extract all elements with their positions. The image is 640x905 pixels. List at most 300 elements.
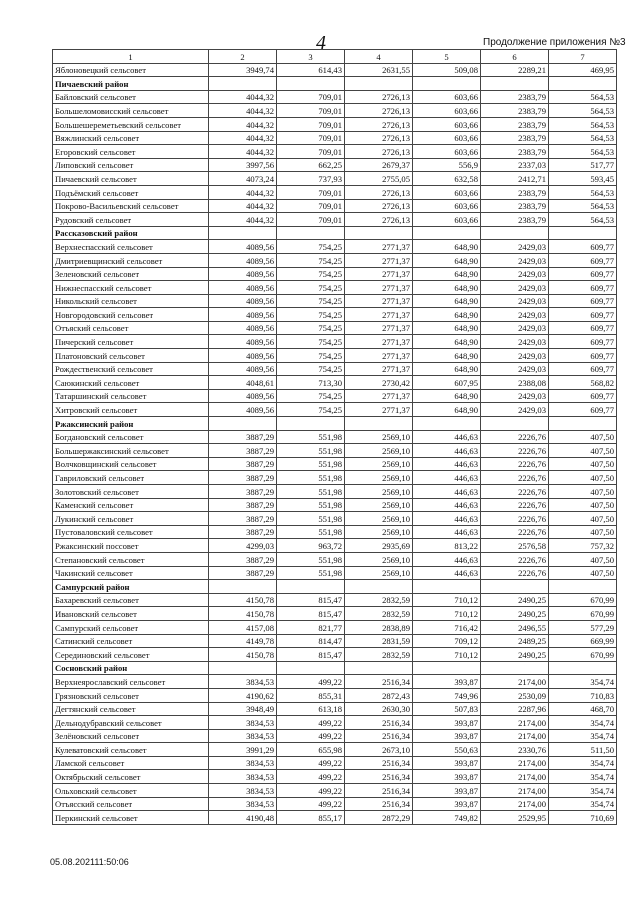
value-cell: 4089,56 [209, 389, 277, 403]
value-cell: 3834,53 [209, 716, 277, 730]
value-cell: 2226,76 [481, 485, 549, 499]
section-title: Сосновский район [53, 661, 209, 675]
value-cell: 2226,76 [481, 566, 549, 580]
municipality-name: Серединовский сельсовет [53, 648, 209, 662]
value-cell: 2429,03 [481, 294, 549, 308]
empty-cell [277, 77, 345, 91]
municipality-name: Ржаксинский поссовет [53, 539, 209, 553]
value-cell: 2630,30 [345, 702, 413, 716]
municipality-name: Гавриловский сельсовет [53, 471, 209, 485]
value-cell: 2569,10 [345, 498, 413, 512]
value-cell: 855,31 [277, 688, 345, 702]
table-row [53, 63, 617, 77]
value-cell: 609,77 [549, 308, 617, 322]
value-cell: 2755,05 [345, 172, 413, 186]
value-cell: 609,77 [549, 335, 617, 349]
value-cell: 469,95 [549, 63, 617, 77]
value-cell: 754,25 [277, 308, 345, 322]
table-row [53, 117, 617, 131]
value-cell: 603,66 [413, 90, 481, 104]
value-cell: 603,66 [413, 131, 481, 145]
empty-cell [345, 77, 413, 91]
municipality-name: Сампурский сельсовет [53, 620, 209, 634]
header-cell: 1 [53, 50, 209, 64]
value-cell: 821,77 [277, 620, 345, 634]
value-cell: 632,58 [413, 172, 481, 186]
section-title: Пичаевский район [53, 77, 209, 91]
table-row [53, 240, 617, 254]
table-row [53, 770, 617, 784]
municipality-name: Дельнодубравский сельсовет [53, 716, 209, 730]
value-cell: 603,66 [413, 199, 481, 213]
value-cell: 4089,56 [209, 362, 277, 376]
municipality-name: Октябрьский сельсовет [53, 770, 209, 784]
municipality-name: Пичаевский сельсовет [53, 172, 209, 186]
table-body [53, 50, 617, 825]
value-cell: 855,17 [277, 811, 345, 825]
value-cell: 749,96 [413, 688, 481, 702]
municipality-name: Ламской сельсовет [53, 756, 209, 770]
value-cell: 407,50 [549, 430, 617, 444]
value-cell: 2226,76 [481, 498, 549, 512]
value-cell: 564,53 [549, 199, 617, 213]
section-title: Ржаксинский район [53, 417, 209, 431]
municipality-name: Ивановский сельсовет [53, 607, 209, 621]
footer-timestamp: 05.08.202111:50:06 [50, 857, 129, 867]
value-cell: 2412,71 [481, 172, 549, 186]
value-cell: 648,90 [413, 253, 481, 267]
value-cell: 670,99 [549, 648, 617, 662]
municipality-name: Липовский сельсовет [53, 158, 209, 172]
value-cell: 3887,29 [209, 552, 277, 566]
value-cell: 2530,09 [481, 688, 549, 702]
value-cell: 2569,10 [345, 485, 413, 499]
empty-cell [345, 226, 413, 240]
value-cell: 2576,58 [481, 539, 549, 553]
section-row [53, 77, 617, 91]
value-cell: 709,01 [277, 213, 345, 227]
municipality-name: Чакинский сельсовет [53, 566, 209, 580]
value-cell: 2516,34 [345, 756, 413, 770]
value-cell: 648,90 [413, 321, 481, 335]
municipality-name: Богдановский сельсовет [53, 430, 209, 444]
value-cell: 749,82 [413, 811, 481, 825]
value-cell: 2516,34 [345, 675, 413, 689]
value-cell: 607,95 [413, 376, 481, 390]
value-cell: 754,25 [277, 362, 345, 376]
value-cell: 393,87 [413, 729, 481, 743]
value-cell: 670,99 [549, 593, 617, 607]
value-cell: 754,25 [277, 253, 345, 267]
value-cell: 2383,79 [481, 199, 549, 213]
value-cell: 446,63 [413, 430, 481, 444]
table-row [53, 267, 617, 281]
municipality-name: Степановский сельсовет [53, 552, 209, 566]
empty-cell [481, 417, 549, 431]
value-cell: 499,22 [277, 797, 345, 811]
empty-cell [277, 580, 345, 594]
table-row [53, 797, 617, 811]
value-cell: 4149,78 [209, 634, 277, 648]
value-cell: 2174,00 [481, 770, 549, 784]
value-cell: 603,66 [413, 104, 481, 118]
data-table [52, 49, 617, 825]
table-row [53, 607, 617, 621]
value-cell: 3834,53 [209, 729, 277, 743]
table-row [53, 471, 617, 485]
value-cell: 446,63 [413, 471, 481, 485]
value-cell: 709,01 [277, 131, 345, 145]
table-row [53, 131, 617, 145]
value-cell: 710,83 [549, 688, 617, 702]
value-cell: 648,90 [413, 349, 481, 363]
value-cell: 2174,00 [481, 784, 549, 798]
value-cell: 499,22 [277, 770, 345, 784]
value-cell: 2226,76 [481, 444, 549, 458]
empty-cell [209, 580, 277, 594]
value-cell: 551,98 [277, 430, 345, 444]
value-cell: 2771,37 [345, 321, 413, 335]
value-cell: 4150,78 [209, 607, 277, 621]
value-cell: 2429,03 [481, 240, 549, 254]
value-cell: 2771,37 [345, 281, 413, 295]
value-cell: 507,83 [413, 702, 481, 716]
value-cell: 551,98 [277, 552, 345, 566]
value-cell: 4089,56 [209, 281, 277, 295]
value-cell: 393,87 [413, 675, 481, 689]
value-cell: 4089,56 [209, 240, 277, 254]
value-cell: 407,50 [549, 471, 617, 485]
value-cell: 609,77 [549, 294, 617, 308]
value-cell: 2429,03 [481, 389, 549, 403]
value-cell: 614,43 [277, 63, 345, 77]
value-cell: 2832,59 [345, 593, 413, 607]
table-row [53, 675, 617, 689]
empty-cell [413, 661, 481, 675]
value-cell: 754,25 [277, 294, 345, 308]
municipality-name: Хитровский сельсовет [53, 403, 209, 417]
municipality-name: Кулеватовский сельсовет [53, 743, 209, 757]
continuation-label: Продолжение приложения №3 [483, 37, 626, 48]
value-cell: 2174,00 [481, 675, 549, 689]
value-cell: 2496,55 [481, 620, 549, 634]
table-row [53, 104, 617, 118]
municipality-name: Байловский сельсовет [53, 90, 209, 104]
value-cell: 2429,03 [481, 335, 549, 349]
value-cell: 709,12 [413, 634, 481, 648]
value-cell: 2330,76 [481, 743, 549, 757]
municipality-name: Большешереметьевский сельсовет [53, 117, 209, 131]
municipality-name: Егоровский сельсовет [53, 145, 209, 159]
value-cell: 609,77 [549, 349, 617, 363]
header-cell: 4 [345, 50, 413, 64]
value-cell: 754,25 [277, 403, 345, 417]
value-cell: 609,77 [549, 267, 617, 281]
empty-cell [345, 580, 413, 594]
section-title: Сампурский район [53, 580, 209, 594]
municipality-name: Отъяский сельсовет [53, 321, 209, 335]
value-cell: 757,32 [549, 539, 617, 553]
table-row [53, 389, 617, 403]
value-cell: 609,77 [549, 362, 617, 376]
value-cell: 4190,48 [209, 811, 277, 825]
value-cell: 2383,79 [481, 104, 549, 118]
value-cell: 354,74 [549, 675, 617, 689]
value-cell: 4089,56 [209, 403, 277, 417]
table-row [53, 498, 617, 512]
value-cell: 446,63 [413, 566, 481, 580]
value-cell: 3887,29 [209, 485, 277, 499]
value-cell: 3834,53 [209, 770, 277, 784]
municipality-name: Зелёновский сельсовет [53, 729, 209, 743]
value-cell: 662,25 [277, 158, 345, 172]
value-cell: 407,50 [549, 512, 617, 526]
municipality-name: Подъёмский сельсовет [53, 185, 209, 199]
value-cell: 4044,32 [209, 90, 277, 104]
value-cell: 2771,37 [345, 240, 413, 254]
value-cell: 603,66 [413, 145, 481, 159]
value-cell: 2287,96 [481, 702, 549, 716]
value-cell: 564,53 [549, 90, 617, 104]
value-cell: 2516,34 [345, 797, 413, 811]
municipality-name: Пустоваловский сельсовет [53, 525, 209, 539]
value-cell: 4150,78 [209, 593, 277, 607]
value-cell: 3991,29 [209, 743, 277, 757]
table-row [53, 525, 617, 539]
value-cell: 3948,49 [209, 702, 277, 716]
value-cell: 446,63 [413, 485, 481, 499]
value-cell: 4299,03 [209, 539, 277, 553]
value-cell: 551,98 [277, 485, 345, 499]
municipality-name: Нижнеспасский сельсовет [53, 281, 209, 295]
value-cell: 2673,10 [345, 743, 413, 757]
value-cell: 564,53 [549, 145, 617, 159]
table-row [53, 430, 617, 444]
value-cell: 754,25 [277, 335, 345, 349]
municipality-name: Новгородовский сельсовет [53, 308, 209, 322]
value-cell: 4044,32 [209, 185, 277, 199]
table-row [53, 743, 617, 757]
value-cell: 2726,13 [345, 117, 413, 131]
empty-cell [277, 226, 345, 240]
value-cell: 3834,53 [209, 784, 277, 798]
empty-cell [345, 417, 413, 431]
value-cell: 2489,25 [481, 634, 549, 648]
empty-cell [481, 580, 549, 594]
table-row [53, 648, 617, 662]
value-cell: 2631,55 [345, 63, 413, 77]
value-cell: 2569,10 [345, 525, 413, 539]
empty-cell [549, 417, 617, 431]
value-cell: 4089,56 [209, 267, 277, 281]
value-cell: 3887,29 [209, 498, 277, 512]
table-row [53, 362, 617, 376]
municipality-name: Грязновский сельсовет [53, 688, 209, 702]
value-cell: 2771,37 [345, 362, 413, 376]
value-cell: 710,12 [413, 607, 481, 621]
table-row [53, 199, 617, 213]
value-cell: 2771,37 [345, 253, 413, 267]
value-cell: 4089,56 [209, 321, 277, 335]
value-cell: 737,93 [277, 172, 345, 186]
value-cell: 2569,10 [345, 552, 413, 566]
value-cell: 4044,32 [209, 213, 277, 227]
value-cell: 2679,37 [345, 158, 413, 172]
value-cell: 2174,00 [481, 797, 549, 811]
table-row [53, 349, 617, 363]
municipality-name: Каменский сельсовет [53, 498, 209, 512]
municipality-name: Бахаревский сельсовет [53, 593, 209, 607]
value-cell: 670,99 [549, 607, 617, 621]
table-row [53, 253, 617, 267]
value-cell: 754,25 [277, 321, 345, 335]
value-cell: 815,47 [277, 593, 345, 607]
value-cell: 2516,34 [345, 784, 413, 798]
value-cell: 3834,53 [209, 675, 277, 689]
value-cell: 2569,10 [345, 512, 413, 526]
value-cell: 710,12 [413, 648, 481, 662]
value-cell: 2872,43 [345, 688, 413, 702]
value-cell: 446,63 [413, 525, 481, 539]
municipality-name: Никольский сельсовет [53, 294, 209, 308]
municipality-name: Платоновский сельсовет [53, 349, 209, 363]
table-row [53, 688, 617, 702]
table-row [53, 634, 617, 648]
value-cell: 2569,10 [345, 566, 413, 580]
value-cell: 2569,10 [345, 430, 413, 444]
value-cell: 4089,56 [209, 294, 277, 308]
value-cell: 2174,00 [481, 729, 549, 743]
value-cell: 815,47 [277, 607, 345, 621]
value-cell: 556,9 [413, 158, 481, 172]
value-cell: 393,87 [413, 797, 481, 811]
value-cell: 2174,00 [481, 756, 549, 770]
value-cell: 754,25 [277, 267, 345, 281]
municipality-name: Дмитриевщинский сельсовет [53, 253, 209, 267]
value-cell: 2935,69 [345, 539, 413, 553]
header-cell: 3 [277, 50, 345, 64]
empty-cell [209, 226, 277, 240]
municipality-name: Рудовский сельсовет [53, 213, 209, 227]
value-cell: 709,01 [277, 199, 345, 213]
value-cell: 2726,13 [345, 90, 413, 104]
value-cell: 551,98 [277, 525, 345, 539]
value-cell: 648,90 [413, 281, 481, 295]
value-cell: 709,01 [277, 145, 345, 159]
value-cell: 551,98 [277, 471, 345, 485]
empty-cell [345, 661, 413, 675]
value-cell: 2226,76 [481, 430, 549, 444]
value-cell: 3887,29 [209, 471, 277, 485]
table-row [53, 321, 617, 335]
municipality-name: Зеленовский сельсовет [53, 267, 209, 281]
value-cell: 4044,32 [209, 145, 277, 159]
value-cell: 564,53 [549, 213, 617, 227]
section-row [53, 580, 617, 594]
value-cell: 4044,32 [209, 131, 277, 145]
value-cell: 3887,29 [209, 566, 277, 580]
value-cell: 609,77 [549, 253, 617, 267]
municipality-name: Сатинский сельсовет [53, 634, 209, 648]
value-cell: 2429,03 [481, 362, 549, 376]
value-cell: 3997,56 [209, 158, 277, 172]
municipality-name: Отъясский сельсовет [53, 797, 209, 811]
value-cell: 2726,13 [345, 131, 413, 145]
value-cell: 754,25 [277, 389, 345, 403]
municipality-name: Покрово-Васильевский сельсовет [53, 199, 209, 213]
value-cell: 716,42 [413, 620, 481, 634]
value-cell: 4073,24 [209, 172, 277, 186]
section-row [53, 417, 617, 431]
value-cell: 446,63 [413, 444, 481, 458]
empty-cell [413, 77, 481, 91]
table-row [53, 485, 617, 499]
value-cell: 407,50 [549, 485, 617, 499]
value-cell: 2226,76 [481, 471, 549, 485]
municipality-name: Большержаксинский сельсовет [53, 444, 209, 458]
empty-cell [549, 661, 617, 675]
value-cell: 4044,32 [209, 117, 277, 131]
value-cell: 2771,37 [345, 403, 413, 417]
municipality-name: Перкинский сельсовет [53, 811, 209, 825]
municipality-name: Большеломовисский сельсовет [53, 104, 209, 118]
value-cell: 609,77 [549, 321, 617, 335]
municipality-name: Лукинский сельсовет [53, 512, 209, 526]
table-row [53, 185, 617, 199]
value-cell: 354,74 [549, 797, 617, 811]
table-row [53, 281, 617, 295]
value-cell: 407,50 [549, 552, 617, 566]
value-cell: 511,50 [549, 743, 617, 757]
section-row [53, 226, 617, 240]
value-cell: 710,12 [413, 593, 481, 607]
value-cell: 2771,37 [345, 335, 413, 349]
value-cell: 550,63 [413, 743, 481, 757]
value-cell: 509,08 [413, 63, 481, 77]
value-cell: 2226,76 [481, 512, 549, 526]
value-cell: 564,53 [549, 104, 617, 118]
empty-cell [413, 226, 481, 240]
value-cell: 2832,59 [345, 648, 413, 662]
value-cell: 648,90 [413, 362, 481, 376]
value-cell: 2383,79 [481, 131, 549, 145]
table-row [53, 702, 617, 716]
value-cell: 354,74 [549, 756, 617, 770]
value-cell: 2383,79 [481, 213, 549, 227]
value-cell: 2429,03 [481, 253, 549, 267]
value-cell: 3887,29 [209, 512, 277, 526]
value-cell: 499,22 [277, 675, 345, 689]
value-cell: 2383,79 [481, 185, 549, 199]
value-cell: 354,74 [549, 770, 617, 784]
table-row [53, 552, 617, 566]
value-cell: 499,22 [277, 716, 345, 730]
empty-cell [481, 77, 549, 91]
value-cell: 2383,79 [481, 117, 549, 131]
value-cell: 2516,34 [345, 716, 413, 730]
value-cell: 2569,10 [345, 444, 413, 458]
value-cell: 446,63 [413, 457, 481, 471]
value-cell: 655,98 [277, 743, 345, 757]
value-cell: 2490,25 [481, 648, 549, 662]
value-cell: 551,98 [277, 444, 345, 458]
table-row [53, 566, 617, 580]
value-cell: 2383,79 [481, 145, 549, 159]
value-cell: 814,47 [277, 634, 345, 648]
table-row [53, 172, 617, 186]
value-cell: 577,29 [549, 620, 617, 634]
value-cell: 551,98 [277, 498, 345, 512]
